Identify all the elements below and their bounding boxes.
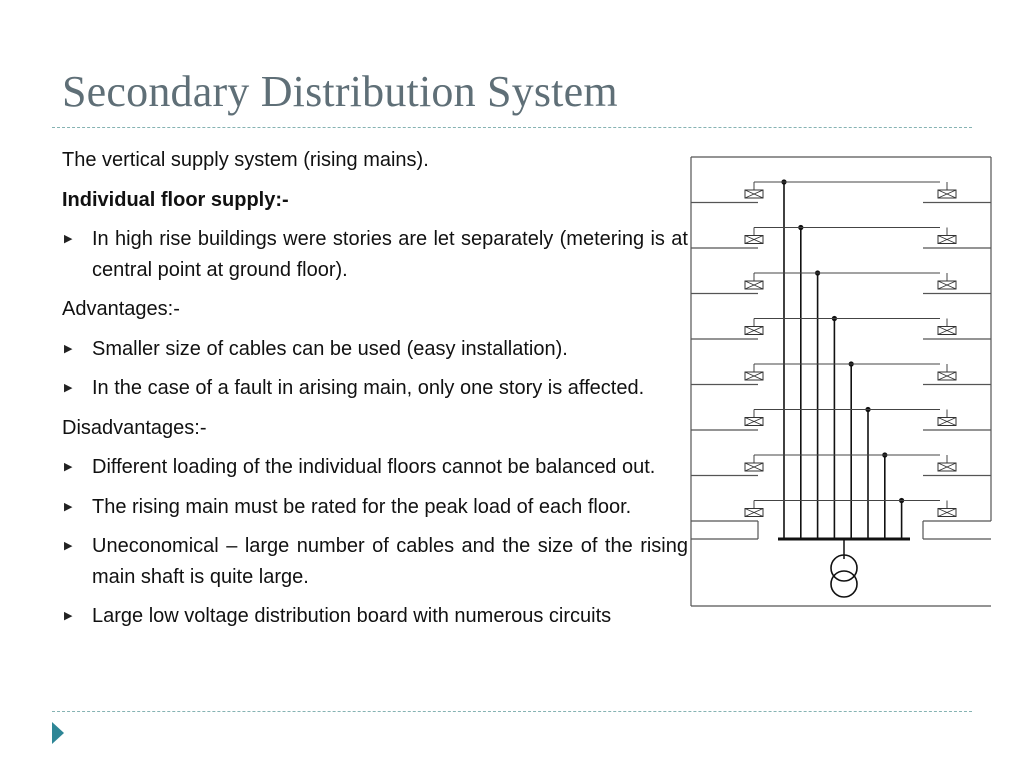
bullet-text: Smaller size of cables can be used (easy installation). xyxy=(92,337,568,360)
play-triangle-icon xyxy=(52,722,64,744)
title-divider xyxy=(52,127,972,128)
bullet-text: Different loading of the individual floors cannot be balanced out. xyxy=(92,456,656,478)
section-heading: Individual floor supply:- xyxy=(62,188,289,211)
advantages-label: Advantages:- xyxy=(62,298,180,320)
triangle-right-icon: ▶ xyxy=(64,382,73,394)
bullet-text: The rising main must be rated for the peak load of each floor. xyxy=(92,495,632,518)
triangle-right-icon: ▶ xyxy=(64,233,73,245)
footer-divider xyxy=(52,711,972,712)
bullet-item xyxy=(62,531,688,592)
bullet-text: Uneconomical – large number of cables and the size of the rising main shaft is quite large. xyxy=(92,535,688,588)
bullet-item xyxy=(62,452,688,483)
triangle-right-icon: ▶ xyxy=(64,540,73,552)
bullet-item xyxy=(62,334,688,365)
transformer-winding xyxy=(831,571,857,597)
bullet-item xyxy=(62,373,688,404)
bullet-text: Large low voltage distribution board with numerous circuits xyxy=(92,605,612,627)
triangle-right-icon: ▶ xyxy=(64,610,73,622)
intro-text: The vertical supply system (rising mains). xyxy=(62,149,429,171)
triangle-right-icon: ▶ xyxy=(64,461,73,473)
slide-title: Secondary Distribution System xyxy=(62,67,618,116)
disadvantages-label: Disadvantages:- xyxy=(62,416,207,439)
bullet-item xyxy=(62,601,688,632)
triangle-right-icon: ▶ xyxy=(64,500,73,513)
triangle-right-icon: ▶ xyxy=(64,342,73,355)
bullet-item xyxy=(62,492,688,523)
rising-mains-diagram xyxy=(688,153,994,609)
bullet-text: In the case of a fault in arising main, only one story is affected. xyxy=(92,377,645,399)
bullet-text: In high rise buildings were stories are let separately (metering is at central point at ground floor). xyxy=(92,228,688,281)
slide-body xyxy=(62,145,688,641)
bullet-item xyxy=(62,224,688,285)
